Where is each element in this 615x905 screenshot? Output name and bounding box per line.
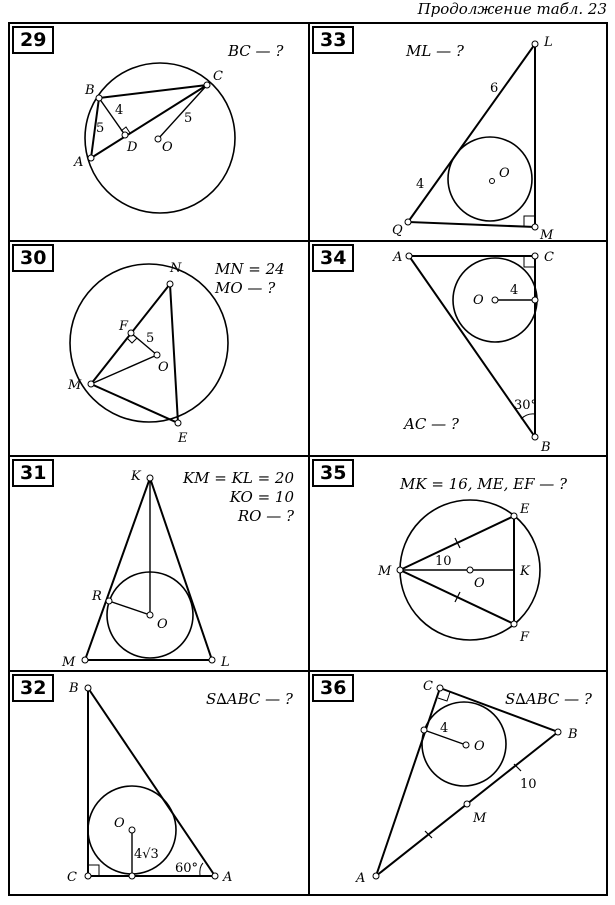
label-R: R [92,589,102,604]
length-FO: 5 [146,331,155,346]
label-F: F [520,630,530,645]
label-D: D [127,140,138,155]
problem-number: 33 [312,26,354,54]
label-K: K [520,564,530,579]
problem-number: 36 [312,674,354,702]
length-MB: 10 [520,777,537,792]
label-O: O [162,140,173,155]
figure-30 [10,242,308,455]
length-AB: 5 [96,121,105,136]
problem-number: 30 [12,244,54,272]
label-M: M [68,378,82,393]
question-line-2: MO — ? [215,279,276,297]
label-A: A [393,250,403,265]
label-A: A [223,870,233,885]
label-M: M [62,655,76,670]
label-B: B [69,681,79,696]
length-OC: 5 [184,111,193,126]
label-B: B [541,440,551,455]
label-O: O [114,816,125,831]
label-M: M [473,811,487,826]
table-continuation-header: Продолжение табл. 23 [417,0,607,18]
label-A: A [74,155,84,170]
figure-32 [10,672,308,894]
label-C: C [544,250,554,265]
problem-32 [10,672,308,894]
radius-4: 4 [440,721,449,736]
problem-number: 31 [12,459,54,487]
figure-35 [310,457,608,670]
figure-33 [310,24,608,243]
figure-36 [310,672,608,894]
angle-60: 60° [175,861,199,876]
figure-29 [10,24,308,240]
problem-29 [10,24,308,240]
problem-number: 35 [312,459,354,487]
problem-number: 29 [12,26,54,54]
figure-31 [10,457,308,670]
label-Q: Q [392,223,403,238]
problem-question: BC — ? [228,42,284,60]
question-line-1: MN = 24 [215,260,285,278]
problem-35 [310,457,608,670]
problem-question: ML — ? [406,42,464,60]
figure-34 [310,242,608,455]
problem-question: AC — ? [404,415,459,433]
segment-6: 6 [490,81,499,96]
label-C: C [67,870,77,885]
length-BD: 4 [115,103,124,118]
label-M: M [378,564,392,579]
problem-question: MK = 16, ME, EF — ? [400,475,568,493]
problem-number: 32 [12,674,54,702]
label-O: O [474,739,485,754]
label-N: N [170,261,182,276]
problem-question: S∆ABC — ? [206,690,293,708]
question-line-1: KM = KL = 20 [182,469,294,487]
label-L: L [544,35,553,50]
label-M: M [540,228,554,243]
label-O: O [474,576,485,591]
problem-36 [310,672,608,894]
problem-30 [10,242,308,455]
radius-4: 4 [510,283,519,298]
problem-31 [10,457,308,670]
problem-grid [8,22,608,896]
question-line-2: KO = 10 [229,488,294,506]
radius-4-root-3: 4√3 [134,847,159,862]
label-E: E [520,502,530,517]
label-O: O [158,360,169,375]
label-O: O [499,166,510,181]
label-O: O [157,617,168,632]
problem-number: 34 [312,244,354,272]
problem-33 [310,24,608,243]
label-K: K [131,469,141,484]
problem-34 [310,242,608,455]
label-O: O [473,293,484,308]
label-A: A [356,871,366,886]
length-MO: 10 [435,554,452,569]
label-L: L [221,655,230,670]
label-B: B [568,727,578,742]
label-C: C [423,679,433,694]
problem-question: S∆ABC — ? [505,690,592,708]
label-B: B [85,83,95,98]
segment-4: 4 [416,177,425,192]
label-F: F [119,319,129,334]
angle-30: 30° [514,398,538,413]
label-E: E [178,431,188,446]
label-C: C [213,69,223,84]
question-line-3: RO — ? [237,507,294,525]
